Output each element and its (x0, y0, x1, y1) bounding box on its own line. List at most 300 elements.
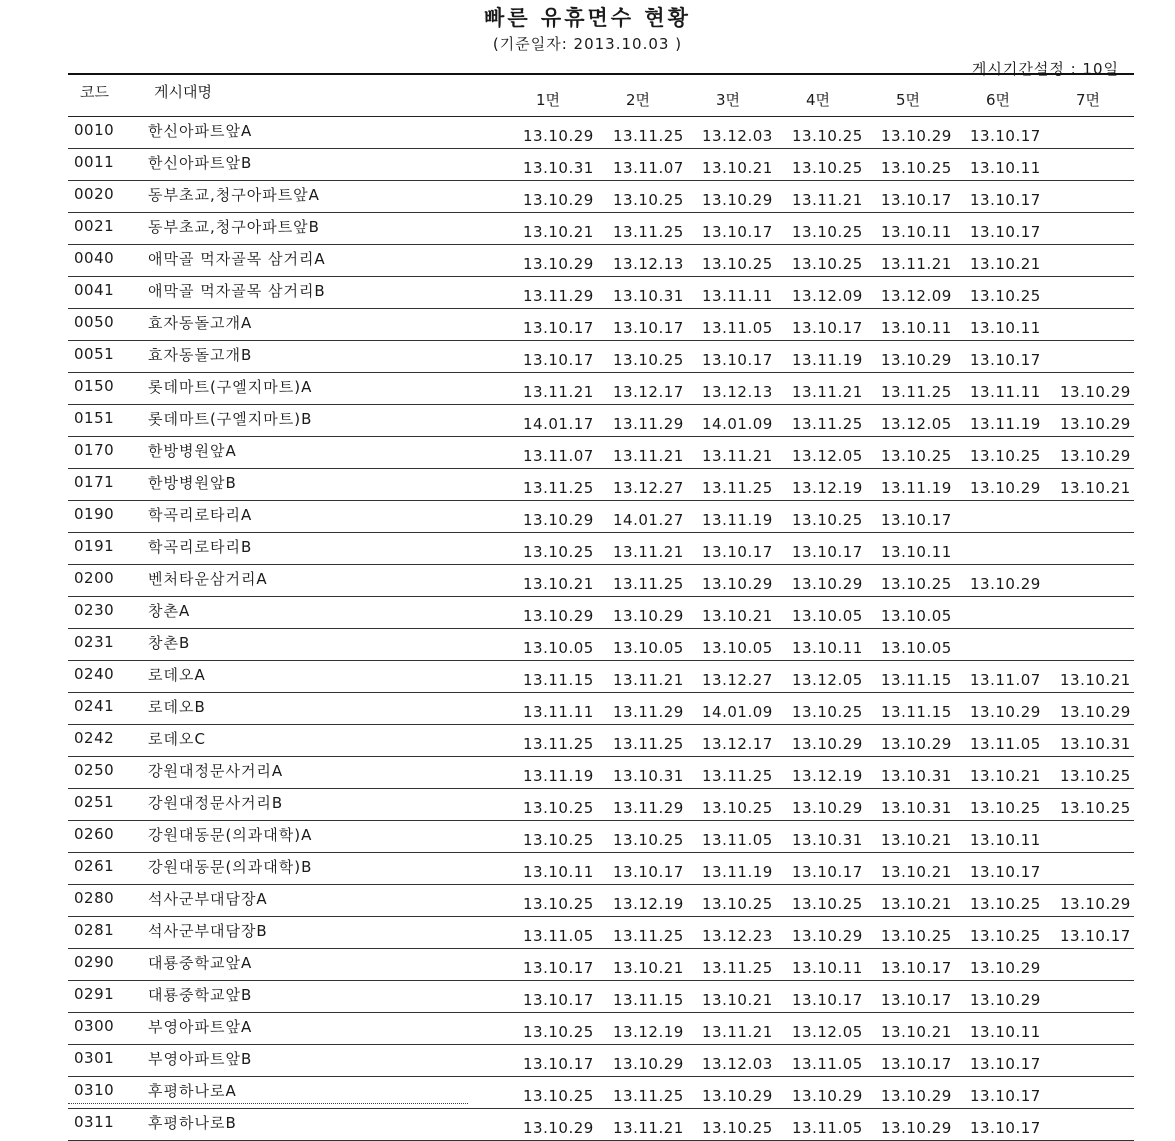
face-5-date: 13.11.19 (881, 479, 952, 497)
face-4-date: 13.10.25 (792, 223, 863, 241)
face-1-date: 13.11.07 (523, 447, 594, 465)
face-6-date: 13.10.25 (970, 287, 1041, 305)
billboard-name: 로데오B (148, 698, 206, 716)
billboard-name: 한방병원앞A (148, 442, 237, 460)
column-header-face-4: 4면 (805, 91, 831, 109)
face-3-date: 13.12.13 (702, 383, 773, 401)
table-row (68, 309, 1134, 341)
face-5-date: 13.10.25 (881, 159, 952, 177)
billboard-code: 0150 (74, 377, 115, 395)
face-1-date: 13.11.21 (523, 383, 594, 401)
table-row (68, 661, 1134, 693)
billboard-name: 벤처타운삼거리A (148, 570, 268, 588)
face-6-date: 13.10.29 (970, 575, 1041, 593)
face-3-date: 13.11.05 (702, 319, 773, 337)
billboard-code: 0020 (74, 185, 115, 203)
table-row (68, 277, 1134, 309)
face-7-date: 13.10.25 (1060, 799, 1131, 817)
face-2-date: 13.12.19 (613, 895, 684, 913)
face-4-date: 13.10.25 (792, 159, 863, 177)
table-row (68, 469, 1134, 501)
face-3-date: 13.11.25 (702, 959, 773, 977)
billboard-code: 0310 (74, 1081, 115, 1099)
face-5-date: 13.11.15 (881, 671, 952, 689)
face-6-date: 13.10.21 (970, 767, 1041, 785)
face-3-date: 13.10.25 (702, 895, 773, 913)
face-6-date: 13.10.11 (970, 319, 1041, 337)
billboard-code: 0011 (74, 153, 115, 171)
face-3-date: 13.10.17 (702, 543, 773, 561)
face-2-date: 13.11.21 (613, 671, 684, 689)
face-2-date: 13.12.27 (613, 479, 684, 497)
face-4-date: 13.10.17 (792, 543, 863, 561)
face-1-date: 13.10.29 (523, 255, 594, 273)
face-2-date: 13.12.13 (613, 255, 684, 273)
face-6-date: 13.10.25 (970, 895, 1041, 913)
face-1-date: 13.11.29 (523, 287, 594, 305)
face-3-date: 13.10.17 (702, 351, 773, 369)
face-4-date: 13.10.17 (792, 991, 863, 1009)
face-6-date: 13.11.11 (970, 383, 1041, 401)
face-6-date: 13.10.17 (970, 351, 1041, 369)
face-3-date: 13.12.27 (702, 671, 773, 689)
face-6-date: 13.10.17 (970, 223, 1041, 241)
face-7-date: 13.10.29 (1060, 383, 1131, 401)
face-3-date: 13.12.17 (702, 735, 773, 753)
face-3-date: 13.10.05 (702, 639, 773, 657)
billboard-name: 로데오C (148, 730, 206, 748)
table-row (68, 405, 1134, 437)
face-6-date: 13.11.07 (970, 671, 1041, 689)
face-3-date: 13.10.29 (702, 575, 773, 593)
face-1-date: 13.10.17 (523, 319, 594, 337)
face-5-date: 13.10.17 (881, 959, 952, 977)
face-3-date: 13.11.21 (702, 447, 773, 465)
face-3-date: 13.10.21 (702, 159, 773, 177)
face-2-date: 14.01.27 (613, 511, 684, 529)
face-3-date: 13.10.25 (702, 255, 773, 273)
base-date: (기준일자: 2013.10.03 ) (492, 35, 683, 53)
face-4-date: 13.12.09 (792, 287, 863, 305)
face-5-date: 13.10.25 (881, 447, 952, 465)
billboard-code: 0280 (74, 889, 115, 907)
face-4-date: 13.10.17 (792, 319, 863, 337)
billboard-name: 동부초교,청구아파트앞B (148, 218, 320, 236)
table-row (68, 597, 1134, 629)
face-4-date: 13.11.19 (792, 351, 863, 369)
table-row (68, 917, 1134, 949)
face-1-date: 13.10.11 (523, 863, 594, 881)
face-6-date: 13.10.11 (970, 159, 1041, 177)
face-3-date: 13.11.25 (702, 767, 773, 785)
face-1-date: 13.10.17 (523, 991, 594, 1009)
billboard-name: 동부초교,청구아파트앞A (148, 186, 320, 204)
face-6-date: 13.10.17 (970, 191, 1041, 209)
face-1-date: 13.11.05 (523, 927, 594, 945)
face-1-date: 13.10.29 (523, 511, 594, 529)
table-row (68, 341, 1134, 373)
billboard-code: 0170 (74, 441, 115, 459)
face-1-date: 13.11.25 (523, 735, 594, 753)
column-header-name: 게시대명 (154, 83, 212, 101)
table-row (68, 1045, 1134, 1077)
face-2-date: 13.11.25 (613, 223, 684, 241)
face-2-date: 13.11.29 (613, 415, 684, 433)
billboard-name: 애막골 먹자골목 삼거리A (148, 250, 326, 268)
face-3-date: 14.01.09 (702, 415, 773, 433)
billboard-name: 롯데마트(구엘지마트)A (148, 378, 313, 396)
face-5-date: 13.10.11 (881, 223, 952, 241)
face-5-date: 13.10.29 (881, 351, 952, 369)
face-3-date: 13.12.23 (702, 927, 773, 945)
billboard-name: 강원대정문사거리A (148, 762, 284, 780)
billboard-code: 0240 (74, 665, 115, 683)
face-2-date: 13.11.21 (613, 447, 684, 465)
face-1-date: 13.10.29 (523, 191, 594, 209)
billboard-code: 0311 (74, 1113, 115, 1131)
face-7-date: 13.10.21 (1060, 479, 1131, 497)
face-4-date: 13.11.21 (792, 191, 863, 209)
face-4-date: 13.10.25 (792, 127, 863, 145)
document-title: 빠른 유휴면수 현황 (484, 6, 691, 30)
billboard-code: 0151 (74, 409, 115, 427)
face-5-date: 13.10.29 (881, 1087, 952, 1105)
face-5-date: 13.12.05 (881, 415, 952, 433)
face-6-date: 13.10.11 (970, 831, 1041, 849)
table-row (68, 821, 1134, 853)
table-row (68, 757, 1134, 789)
face-4-date: 13.10.25 (792, 255, 863, 273)
face-2-date: 13.11.25 (613, 735, 684, 753)
face-2-date: 13.10.29 (613, 1055, 684, 1073)
billboard-name: 후평하나로A (148, 1082, 237, 1100)
billboard-code: 0040 (74, 249, 115, 267)
face-6-date: 13.10.17 (970, 1119, 1041, 1137)
table-row (68, 245, 1134, 277)
face-6-date: 13.10.29 (970, 703, 1041, 721)
posting-period: 게시기간설정 : 10일 (971, 60, 1119, 78)
face-7-date: 13.10.29 (1060, 415, 1131, 433)
face-6-date: 13.10.25 (970, 799, 1041, 817)
table-row (68, 533, 1134, 565)
face-4-date: 13.10.29 (792, 735, 863, 753)
face-3-date: 13.11.25 (702, 479, 773, 497)
billboard-name: 학곡리로타리B (148, 538, 253, 556)
table-row (68, 693, 1134, 725)
table-row (68, 1013, 1134, 1045)
face-1-date: 13.10.21 (523, 575, 594, 593)
face-1-date: 13.10.17 (523, 1055, 594, 1073)
face-5-date: 13.11.15 (881, 703, 952, 721)
billboard-name: 석사군부대담장B (148, 922, 268, 940)
face-4-date: 13.10.29 (792, 575, 863, 593)
face-5-date: 13.12.09 (881, 287, 952, 305)
face-1-date: 13.10.29 (523, 1119, 594, 1137)
face-4-date: 13.12.05 (792, 671, 863, 689)
table-row (68, 373, 1134, 405)
billboard-name: 학곡리로타리A (148, 506, 253, 524)
table-row (68, 981, 1134, 1013)
billboard-name: 강원대동문(의과대학)B (148, 858, 313, 876)
face-2-date: 13.10.25 (613, 831, 684, 849)
face-1-date: 13.10.29 (523, 127, 594, 145)
face-3-date: 13.10.25 (702, 799, 773, 817)
face-4-date: 13.11.05 (792, 1119, 863, 1137)
face-2-date: 13.11.25 (613, 927, 684, 945)
column-header-code: 코드 (80, 83, 109, 101)
table-row (68, 629, 1134, 661)
billboard-code: 0200 (74, 569, 115, 587)
face-4-date: 13.10.31 (792, 831, 863, 849)
face-6-date: 13.10.25 (970, 447, 1041, 465)
face-4-date: 13.10.25 (792, 895, 863, 913)
billboard-name: 한신아파트앞A (148, 122, 253, 140)
column-header-face-5: 5면 (895, 91, 921, 109)
billboard-code: 0242 (74, 729, 115, 747)
column-header-face-7: 7면 (1075, 91, 1101, 109)
face-6-date: 13.10.17 (970, 863, 1041, 881)
billboard-code: 0021 (74, 217, 115, 235)
face-4-date: 13.10.29 (792, 799, 863, 817)
face-1-date: 13.11.19 (523, 767, 594, 785)
billboard-code: 0291 (74, 985, 115, 1003)
face-4-date: 13.10.11 (792, 639, 863, 657)
face-3-date: 13.11.21 (702, 1023, 773, 1041)
face-3-date: 13.10.21 (702, 991, 773, 1009)
face-3-date: 13.11.11 (702, 287, 773, 305)
billboard-name: 강원대정문사거리B (148, 794, 284, 812)
face-2-date: 13.12.17 (613, 383, 684, 401)
billboard-name: 대룡중학교앞B (148, 986, 253, 1004)
face-3-date: 13.10.29 (702, 191, 773, 209)
face-2-date: 13.10.31 (613, 767, 684, 785)
billboard-code: 0250 (74, 761, 115, 779)
face-6-date: 13.10.21 (970, 255, 1041, 273)
face-4-date: 13.10.17 (792, 863, 863, 881)
face-5-date: 13.10.29 (881, 127, 952, 145)
face-5-date: 13.10.05 (881, 639, 952, 657)
face-5-date: 13.10.05 (881, 607, 952, 625)
face-1-date: 13.10.17 (523, 959, 594, 977)
billboard-name: 창촌B (148, 634, 191, 652)
billboard-code: 0281 (74, 921, 115, 939)
face-5-date: 13.11.25 (881, 383, 952, 401)
face-3-date: 14.01.09 (702, 703, 773, 721)
billboard-name: 효자동돌고개A (148, 314, 253, 332)
face-1-date: 13.10.25 (523, 543, 594, 561)
billboard-name: 대룡중학교앞A (148, 954, 253, 972)
billboard-code: 0260 (74, 825, 115, 843)
table-row (68, 213, 1134, 245)
face-4-date: 13.11.21 (792, 383, 863, 401)
face-2-date: 13.11.25 (613, 1087, 684, 1105)
table-row (68, 149, 1134, 181)
face-7-date: 13.10.29 (1060, 703, 1131, 721)
face-6-date: 13.10.29 (970, 991, 1041, 1009)
face-4-date: 13.10.25 (792, 511, 863, 529)
face-7-date: 13.10.31 (1060, 735, 1131, 753)
billboard-name: 한신아파트앞B (148, 154, 253, 172)
face-1-date: 13.10.25 (523, 799, 594, 817)
billboard-name: 애막골 먹자골목 삼거리B (148, 282, 326, 300)
face-1-date: 13.10.21 (523, 223, 594, 241)
face-2-date: 13.11.25 (613, 575, 684, 593)
face-3-date: 13.10.25 (702, 1119, 773, 1137)
billboard-name: 창촌A (148, 602, 191, 620)
face-3-date: 13.11.19 (702, 863, 773, 881)
top-rule (68, 73, 1134, 75)
table-row (68, 949, 1134, 981)
billboard-code: 0050 (74, 313, 115, 331)
table-row (68, 853, 1134, 885)
column-header-face-1: 1면 (535, 91, 561, 109)
table-row (68, 565, 1134, 597)
billboard-name: 한방병원앞B (148, 474, 237, 492)
billboard-code: 0191 (74, 537, 115, 555)
table-row (68, 437, 1134, 469)
billboard-code: 0251 (74, 793, 115, 811)
face-1-date: 13.10.17 (523, 351, 594, 369)
face-1-date: 13.10.25 (523, 1087, 594, 1105)
face-3-date: 13.10.17 (702, 223, 773, 241)
billboard-code: 0290 (74, 953, 115, 971)
billboard-code: 0010 (74, 121, 115, 139)
table-header (68, 77, 1134, 115)
face-1-date: 13.11.25 (523, 479, 594, 497)
face-2-date: 13.11.07 (613, 159, 684, 177)
billboard-name: 롯데마트(구엘지마트)B (148, 410, 313, 428)
face-1-date: 14.01.17 (523, 415, 594, 433)
face-4-date: 13.12.05 (792, 447, 863, 465)
face-5-date: 13.10.17 (881, 191, 952, 209)
face-2-date: 13.10.05 (613, 639, 684, 657)
face-7-date: 13.10.17 (1060, 927, 1131, 945)
billboard-code: 0171 (74, 473, 115, 491)
billboard-name: 석사군부대담장A (148, 890, 268, 908)
face-2-date: 13.10.29 (613, 607, 684, 625)
billboard-name: 후평하나로B (148, 1114, 237, 1132)
billboard-code: 0300 (74, 1017, 115, 1035)
face-5-date: 13.10.21 (881, 863, 952, 881)
billboard-code: 0231 (74, 633, 115, 651)
face-2-date: 13.10.25 (613, 191, 684, 209)
face-4-date: 13.11.05 (792, 1055, 863, 1073)
face-5-date: 13.10.25 (881, 575, 952, 593)
face-5-date: 13.10.11 (881, 543, 952, 561)
face-4-date: 13.12.19 (792, 479, 863, 497)
face-3-date: 13.10.29 (702, 1087, 773, 1105)
face-5-date: 13.10.17 (881, 1055, 952, 1073)
face-6-date: 13.10.29 (970, 479, 1041, 497)
billboard-name: 로데오A (148, 666, 206, 684)
face-2-date: 13.11.21 (613, 1119, 684, 1137)
table-row (68, 117, 1134, 149)
face-4-date: 13.10.25 (792, 703, 863, 721)
billboard-name: 부영아파트앞B (148, 1050, 253, 1068)
table-row (68, 725, 1134, 757)
face-2-date: 13.11.21 (613, 543, 684, 561)
face-1-date: 13.10.25 (523, 1023, 594, 1041)
face-2-date: 13.12.19 (613, 1023, 684, 1041)
face-7-date: 13.10.25 (1060, 767, 1131, 785)
face-1-date: 13.10.25 (523, 831, 594, 849)
face-2-date: 13.11.25 (613, 127, 684, 145)
face-5-date: 13.11.21 (881, 255, 952, 273)
face-4-date: 13.10.11 (792, 959, 863, 977)
billboard-code: 0241 (74, 697, 115, 715)
face-5-date: 13.10.17 (881, 991, 952, 1009)
face-1-date: 13.11.15 (523, 671, 594, 689)
face-4-date: 13.10.05 (792, 607, 863, 625)
cut-off-row (68, 1103, 468, 1109)
face-2-date: 13.10.17 (613, 863, 684, 881)
face-6-date: 13.10.17 (970, 127, 1041, 145)
face-5-date: 13.10.25 (881, 927, 952, 945)
table-row (68, 501, 1134, 533)
billboard-name: 강원대동문(의과대학)A (148, 826, 313, 844)
face-5-date: 13.10.21 (881, 831, 952, 849)
billboard-name: 효자동돌고개B (148, 346, 253, 364)
face-6-date: 13.10.25 (970, 927, 1041, 945)
face-5-date: 13.10.21 (881, 1023, 952, 1041)
face-5-date: 13.10.11 (881, 319, 952, 337)
table-row (68, 181, 1134, 213)
face-6-date: 13.10.17 (970, 1055, 1041, 1073)
face-6-date: 13.11.19 (970, 415, 1041, 433)
face-4-date: 13.12.05 (792, 1023, 863, 1041)
face-2-date: 13.11.29 (613, 703, 684, 721)
billboard-code: 0041 (74, 281, 115, 299)
billboard-code: 0051 (74, 345, 115, 363)
face-2-date: 13.10.25 (613, 351, 684, 369)
face-7-date: 13.10.29 (1060, 895, 1131, 913)
face-2-date: 13.11.15 (613, 991, 684, 1009)
face-7-date: 13.10.29 (1060, 447, 1131, 465)
face-3-date: 13.12.03 (702, 1055, 773, 1073)
billboard-code: 0190 (74, 505, 115, 523)
billboard-code: 0301 (74, 1049, 115, 1067)
face-1-date: 13.11.11 (523, 703, 594, 721)
face-6-date: 13.10.17 (970, 1087, 1041, 1105)
table-row (68, 885, 1134, 917)
face-2-date: 13.10.31 (613, 287, 684, 305)
face-3-date: 13.12.03 (702, 127, 773, 145)
face-4-date: 13.10.29 (792, 1087, 863, 1105)
face-7-date: 13.10.21 (1060, 671, 1131, 689)
column-header-face-6: 6면 (985, 91, 1011, 109)
face-5-date: 13.10.29 (881, 1119, 952, 1137)
billboard-code: 0261 (74, 857, 115, 875)
column-header-face-2: 2면 (625, 91, 651, 109)
face-2-date: 13.10.21 (613, 959, 684, 977)
face-5-date: 13.10.29 (881, 735, 952, 753)
face-3-date: 13.11.19 (702, 511, 773, 529)
table-row (68, 789, 1134, 821)
face-1-date: 13.10.29 (523, 607, 594, 625)
face-6-date: 13.10.29 (970, 959, 1041, 977)
face-1-date: 13.10.25 (523, 895, 594, 913)
face-5-date: 13.10.17 (881, 511, 952, 529)
face-3-date: 13.11.05 (702, 831, 773, 849)
table-body (68, 117, 1134, 1141)
column-header-face-3: 3면 (715, 91, 741, 109)
face-5-date: 13.10.21 (881, 895, 952, 913)
face-1-date: 13.10.05 (523, 639, 594, 657)
face-1-date: 13.10.31 (523, 159, 594, 177)
face-4-date: 13.11.25 (792, 415, 863, 433)
face-5-date: 13.10.31 (881, 799, 952, 817)
face-5-date: 13.10.31 (881, 767, 952, 785)
